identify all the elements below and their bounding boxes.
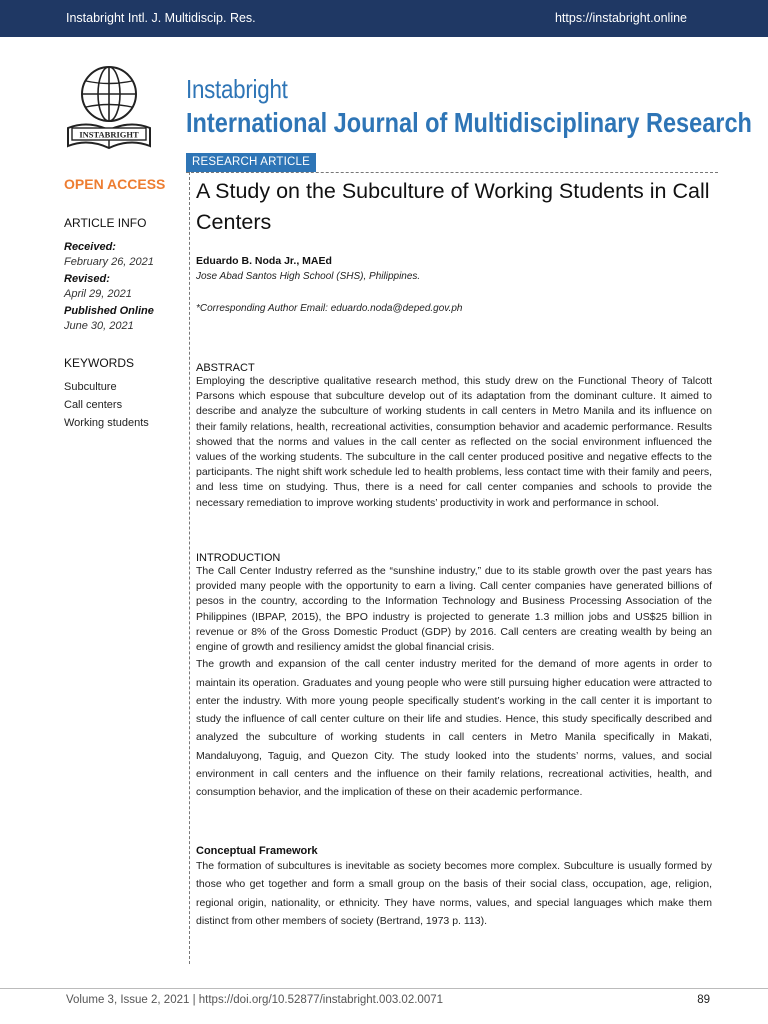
header-bar [0, 0, 768, 37]
intro-paragraph-2: The growth and expansion of the call center industry merited for the demand of more agents in order to maintain its operation. Graduates and young people who were still pursuing higher education were attracted to enter the industry. With more young people specifically student’s working in the call center it is important to study the influence of call center culture on their life and studies. Hence, this study specifically described and analyzed the subculture of working students in call centers in Metro Manila specifically in Makati, Mandaluyong, Taguig, and Quezon City. The study looked into the students’ norms, values, and social environment in call centers and the influence on their family relations, recreational activities, health, and consumption behavior, and the implication of these on their academic performance. [196, 658, 712, 799]
abstract-text: Employing the descriptive qualitative research method, this study drew on the Functional Theory of Talcott Parsons which espouse that subculture develop out of its adaptation from the dominant culture. It aimed to describe and analyze the subculture of working students in call centers in Metro Manila and its influence on their family relations, health, recreational activities, consumption behavior and academic performance. Results showed that the norms and values in the call center as reflected on the social environment influenced the values of the working students. The subculture in the call center produced positive and negative effects to the participants. The night shift work schedule led to health problems, less contact time with their family and peers, and less time on studying. Thus, there is a need for call center companies and schools to provide the necessary remediation to improve working students’ productivity in work and performance in school. [196, 375, 712, 509]
svg-text:INSTABRIGHT: INSTABRIGHT [79, 129, 139, 140]
column-divider [189, 172, 190, 964]
journal-url-link[interactable]: https://instabright.online [554, 11, 687, 25]
open-access-label: OPEN ACCESS [64, 176, 166, 192]
conceptual-framework-heading: Conceptual Framework [196, 845, 318, 857]
author-affiliation: Jose Abad Santos High School (SHS), Philippines. [196, 271, 421, 282]
corresponding-author: *Corresponding Author Email: eduardo.noda@deped.gov.ph [196, 303, 463, 314]
keyword-item: Call centers [64, 399, 123, 411]
article-type-badge: RESEARCH ARTICLE [186, 153, 316, 172]
keywords-title: KEYWORDS [64, 356, 135, 370]
published-label: Published Online [64, 305, 154, 317]
journal-short-name: Instabright Intl. J. Multidiscip. Res. [66, 11, 256, 25]
received-label: Received: [64, 241, 116, 253]
instabright-logo [60, 60, 158, 158]
conceptual-framework-section [196, 845, 712, 930]
article-sidebar [64, 176, 184, 432]
keywords-list [64, 378, 184, 432]
footer-citation[interactable]: Volume 3, Issue 2, 2021 | https://doi.org/10.52877/instabright.003.02.0071 [66, 994, 444, 1006]
article-info-title: ARTICLE INFO [64, 216, 147, 230]
keyword-item: Subculture [64, 381, 117, 393]
article-title: A Study on the Subculture of Working Students in Call Centers [196, 179, 710, 234]
footer-divider [0, 988, 768, 989]
concept-paragraph-1: The formation of subcultures is inevitable as society becomes more complex. Subculture is usually formed by those who get together and form a small group on the basis of their social class, occupation, age, religion, regional origin, nationality, or ethnicity. They have norms, values, and special languages which make them distinct from other members of society (Bertrand, 1973 p. 113). [196, 860, 712, 927]
journal-full-name: International Journal of Multidisciplinary Research [186, 107, 752, 138]
keyword-item: Working students [64, 417, 149, 429]
intro-paragraph-1: The Call Center Industry referred as the “sunshine industry,” due to its stable growth over the past years has provided many people with the opportunity to earn a living. Call center companies have generated billions of pesos in the country, according to the Information Technology and Business Processing Association of the Philippines (IBPAP, 2015), the BPO industry is projected to generate 1.3 million jobs and US$25 billion in revenue or 8% of the Gross Domestic Product (GDP) by 2016. Call centers are creating wealth by being an engine of growth and resiliency amidst the global financial crisis. [196, 565, 712, 654]
revised-label: Revised: [64, 273, 110, 285]
page-number: 89 [697, 994, 710, 1006]
abstract-heading: ABSTRACT [196, 362, 255, 374]
revised-date: April 29, 2021 [64, 288, 132, 300]
published-date: June 30, 2021 [64, 320, 134, 332]
received-date: February 26, 2021 [64, 256, 154, 268]
article-dates [64, 240, 184, 334]
author-name: Eduardo B. Noda Jr., MAEd [196, 255, 332, 267]
abstract-section [196, 362, 712, 511]
introduction-heading: INTRODUCTION [196, 552, 281, 564]
introduction-section [196, 552, 712, 802]
brand-name: Instabright [186, 74, 288, 104]
journal-brand [186, 74, 768, 139]
header-divider [186, 172, 718, 173]
